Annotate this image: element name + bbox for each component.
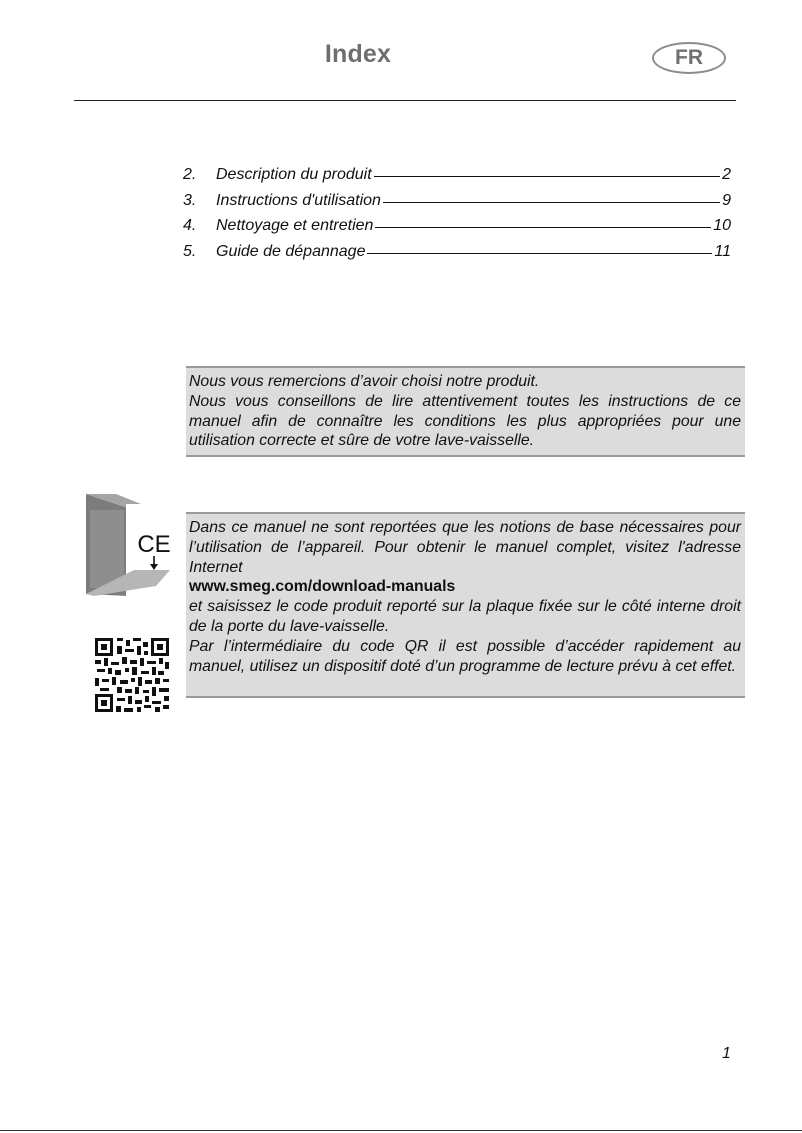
toc-leader: [367, 253, 712, 254]
toc-title: Nettoyage et entretien: [216, 217, 374, 234]
qr-code-instructions: Par l’intermédiaire du code QR il est possible d’accéder rapidement au manuel, utilisez un dispositif doté d’un programme de lecture prévu à cet effet.: [189, 637, 741, 675]
toc-entry[interactable]: [183, 243, 731, 269]
toc-leader: [374, 176, 720, 177]
toc-page: 2: [722, 166, 731, 183]
toc-number: 5.: [183, 242, 197, 260]
toc-entry[interactable]: [183, 166, 731, 192]
toc-page: 11: [714, 242, 731, 260]
toc-number: 2.: [183, 166, 197, 183]
toc-leader: [383, 202, 720, 203]
language-badge: FR: [652, 42, 726, 74]
advice-paragraph: Nous vous conseillons de lire attentivement toutes les instructions de ce manuel afin de connaître les conditions les plus appropriées pour une utilisation correcte et sûre de votre lave-vaisselle.: [189, 392, 741, 450]
toc-number: 3.: [183, 191, 197, 209]
manual-download-link[interactable]: www.smeg.com/download-manuals: [189, 578, 456, 596]
bottom-edge-line: [0, 1130, 802, 1131]
manual-download-notice-box: [186, 512, 745, 698]
toc-entry[interactable]: [183, 217, 731, 243]
qr-code[interactable]: [95, 638, 169, 712]
page-number: 1: [722, 1045, 731, 1062]
header-divider: [74, 100, 736, 101]
manual-intro-text: Dans ce manuel ne sont reportées que les notions de base nécessaires pour l’utilisation de l’appareil. Pour obtenir le manuel complet, visitez l'adresse Internet: [189, 519, 741, 576]
toc-page: 10: [713, 217, 731, 234]
toc-leader: [375, 227, 711, 228]
page-title: Index: [324, 40, 392, 68]
toc-title: Guide de dépannage: [216, 242, 366, 260]
toc-page: 9: [722, 191, 731, 209]
toc-number: 4.: [183, 217, 197, 234]
toc-title: Instructions d'utilisation: [216, 191, 381, 209]
ce-mark: CE: [137, 531, 171, 558]
toc-entry[interactable]: [183, 192, 731, 218]
toc-title: Description du produit: [216, 166, 372, 183]
product-code-instructions: et saisissez le code produit reporté sur la plaque fixée sur le côté interne droit de la porte du lave-vaisselle.: [189, 598, 741, 635]
table-of-contents: [183, 166, 731, 268]
appliance-door-recess: [90, 510, 124, 588]
thanks-line: Nous vous remercions d’avoir choisi notre produit.: [189, 373, 540, 390]
appliance-ce-plate-illustration: [86, 494, 174, 596]
thanks-notice-box: [186, 366, 745, 457]
